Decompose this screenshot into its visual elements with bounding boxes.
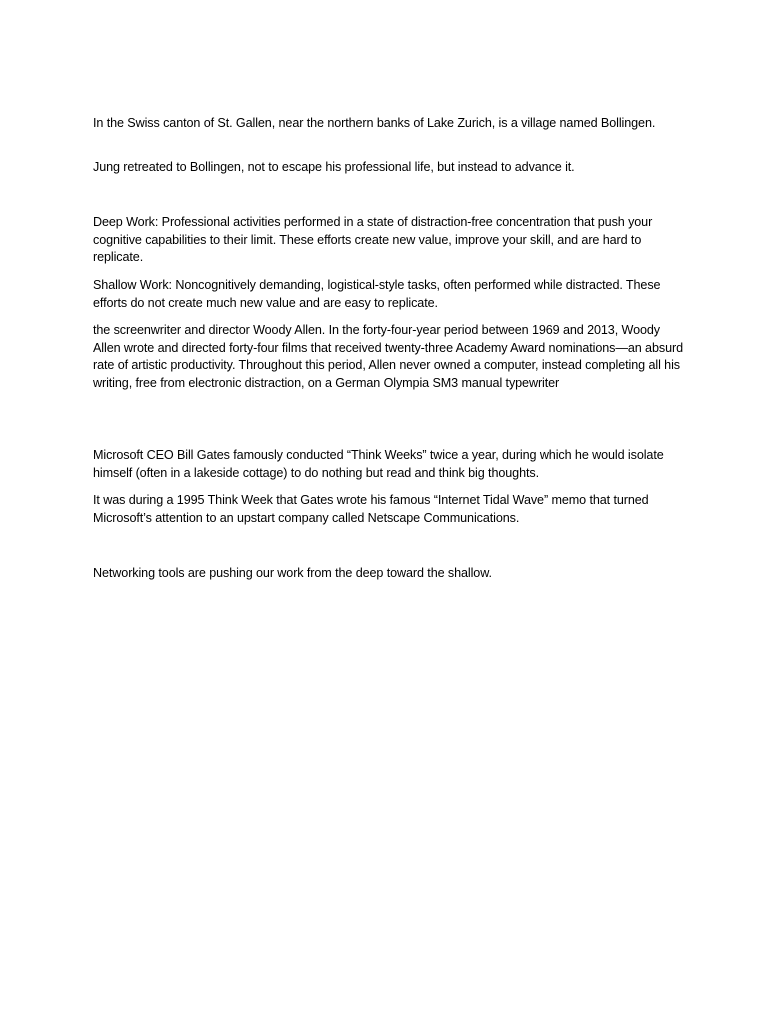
paragraph-shallow-work-definition: Shallow Work: Noncognitively demanding, logistical-style tasks, often performed while distracted. These efforts do not create much new value and are easy to replicate. xyxy=(93,278,661,310)
paragraph-think-weeks: Microsoft CEO Bill Gates famously conducted “Think Weeks” twice a year, during which he would isolate himself (often in a lakeside cottage) to do nothing but read and think big thoughts. xyxy=(93,448,664,480)
paragraph-internet-tidal-wave: It was during a 1995 Think Week that Gates wrote his famous “Internet Tidal Wave” memo that turned Microsoft’s attention to an upstart company called Netscape Communications. xyxy=(93,493,649,525)
paragraph-jung-retreat: Jung retreated to Bollingen, not to escape his professional life, but instead to advance it. xyxy=(93,160,575,174)
paragraph-deep-work-definition: Deep Work: Professional activities performed in a state of distraction-free concentration that push your cognitive capabilities to their limit. These efforts create new value, improve your skill, and are hard to replicate. xyxy=(93,215,653,265)
paragraph-networking-tools: Networking tools are pushing our work from the deep toward the shallow. xyxy=(93,566,492,580)
paragraph-woody-allen: the screenwriter and director Woody Allen. In the forty-four-year period between 1969 and 2013, Woody Allen wrote and directed forty-four films that received twenty-three Academy Award nominations—an absurd rate of artistic productivity. Throughout this period, Allen never owned a computer, instead completing all his writing, free from electronic distraction, on a German Olympia SM3 manual typewriter xyxy=(93,323,683,390)
paragraph-bollingen-intro: In the Swiss canton of St. Gallen, near the northern banks of Lake Zurich, is a village named Bollingen. xyxy=(93,116,656,130)
